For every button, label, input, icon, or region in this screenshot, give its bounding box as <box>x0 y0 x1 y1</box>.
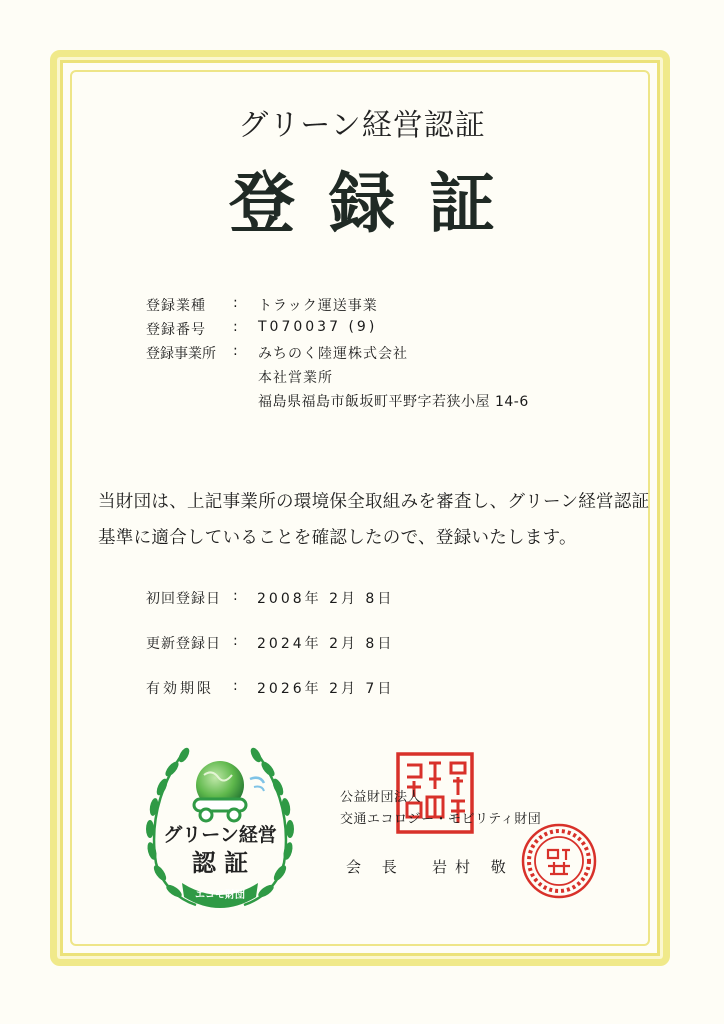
date-label-initial: 初回登録日 <box>146 591 221 607</box>
logo-ribbon-text: エコモ財団 <box>195 890 245 901</box>
certificate-title: 登録証 <box>229 165 529 242</box>
car-icon <box>194 799 246 821</box>
date-value-expiry: 2026年 2月 7日 <box>257 681 395 697</box>
info-value-office-address: 福島県福島市飯坂町平野字若狭小屋 14-6 <box>258 394 529 410</box>
info-colon: : <box>233 295 239 311</box>
certification-statement: 当財団は、上記事業所の環境保全取組みを審査し、グリーン経営認証基準に適合していることを確認したので、登録いたします。 <box>98 492 650 548</box>
date-label-renewal: 更新登録日 <box>146 636 221 652</box>
green-management-logo <box>126 735 314 913</box>
info-value-business-type: トラック運送事業 <box>258 298 378 314</box>
info-value-office-name: 本社営業所 <box>258 370 333 386</box>
issuer-org-name: 交通エコロジー・モビリティ財団 <box>340 812 542 827</box>
issuer-position: 会 長 <box>346 858 405 876</box>
logo-text-certification: 認 証 <box>191 849 249 877</box>
round-seal-stamp <box>520 822 598 900</box>
issuer-name: 岩村 敬 <box>432 858 514 876</box>
info-value-company: みちのく陸運株式会社 <box>258 346 408 362</box>
certificate-subtitle: グリーン経営認証 <box>238 108 486 143</box>
date-label-expiry: 有効期限 <box>146 681 214 697</box>
wind-icon <box>250 778 264 783</box>
date-colon: : <box>233 588 238 604</box>
info-label-office: 登録事業所 <box>146 346 216 362</box>
info-value-registration-number: T070037 (9) <box>258 319 378 335</box>
date-colon: : <box>233 633 238 649</box>
info-label-registration-number: 登録番号 <box>146 322 206 338</box>
issuer-org-type: 公益財団法人 <box>340 790 422 805</box>
info-colon: : <box>233 319 239 335</box>
date-colon: : <box>233 678 238 694</box>
info-label-business-type: 登録業種 <box>146 298 206 314</box>
date-value-initial: 2008年 2月 8日 <box>257 591 395 607</box>
date-value-renewal: 2024年 2月 8日 <box>257 636 395 652</box>
info-colon: : <box>233 343 239 359</box>
logo-text-green-management: グリーン経営 <box>163 824 277 846</box>
